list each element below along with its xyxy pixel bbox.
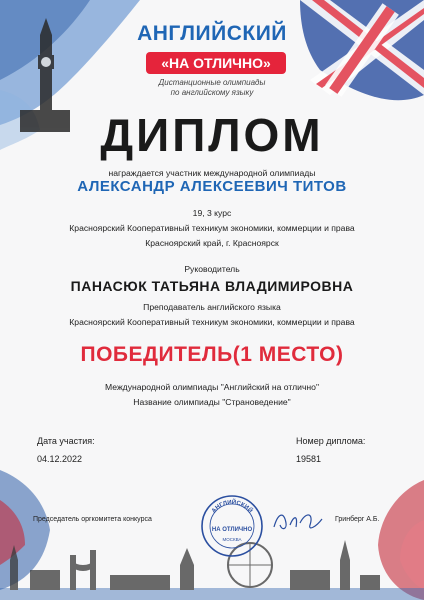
signature bbox=[270, 505, 330, 535]
participant-course: 19, 3 курс bbox=[192, 208, 232, 218]
olympiad-line: Международной олимпиады "Английский на отлично" bbox=[105, 382, 319, 392]
leader-institution: Красноярский Кооперативный техникум экономики, коммерции и права bbox=[69, 317, 355, 327]
date-label: Дата участия: bbox=[37, 436, 95, 446]
leader-label: Руководитель bbox=[184, 264, 240, 274]
stamp-city: МОСКВА bbox=[222, 537, 242, 542]
logo-subtitle-line2: по английскому языку bbox=[170, 88, 254, 97]
participant-institution: Красноярский Кооперативный техникум экономики, коммерции и права bbox=[69, 223, 355, 233]
olympiad-title: Название олимпиады "Страноведение" bbox=[133, 397, 291, 407]
stamp-line1: АНГЛИЙСКИЙ bbox=[211, 499, 253, 515]
round-stamp bbox=[200, 494, 264, 558]
diploma-heading: ДИПЛОМ bbox=[100, 109, 324, 161]
logo-subtitle-line1: Дистанционные олимпиады bbox=[158, 78, 266, 87]
diploma-number-value: 19581 bbox=[296, 454, 322, 464]
diploma-number-label: Номер диплома: bbox=[296, 436, 366, 446]
logo-title: АНГЛИЙСКИЙ bbox=[137, 22, 287, 45]
awarded-text: награждается участник международной олимпиады bbox=[108, 168, 316, 178]
leader-name: ПАНАСЮК ТАТЬЯНА ВЛАДИМИРОВНА bbox=[70, 278, 354, 294]
participant-name: АЛЕКСАНДР АЛЕКСЕЕВИЧ ТИТОВ bbox=[77, 178, 347, 195]
logo-subtitle bbox=[0, 78, 424, 98]
participant-location: Красноярский край, г. Красноярск bbox=[145, 238, 279, 248]
stamp-line2: НА ОТЛИЧНО bbox=[211, 527, 253, 533]
signer-name: Гринберг А.Б. bbox=[335, 516, 380, 523]
logo-badge: «НА ОТЛИЧНО» bbox=[146, 52, 286, 74]
date-value: 04.12.2022 bbox=[37, 454, 83, 464]
chairman-label: Председатель оргкомитета конкурса bbox=[33, 516, 152, 523]
place-title: ПОБЕДИТЕЛЬ(1 МЕСТО) bbox=[80, 343, 344, 366]
leader-position: Преподаватель английского языка bbox=[143, 302, 281, 312]
